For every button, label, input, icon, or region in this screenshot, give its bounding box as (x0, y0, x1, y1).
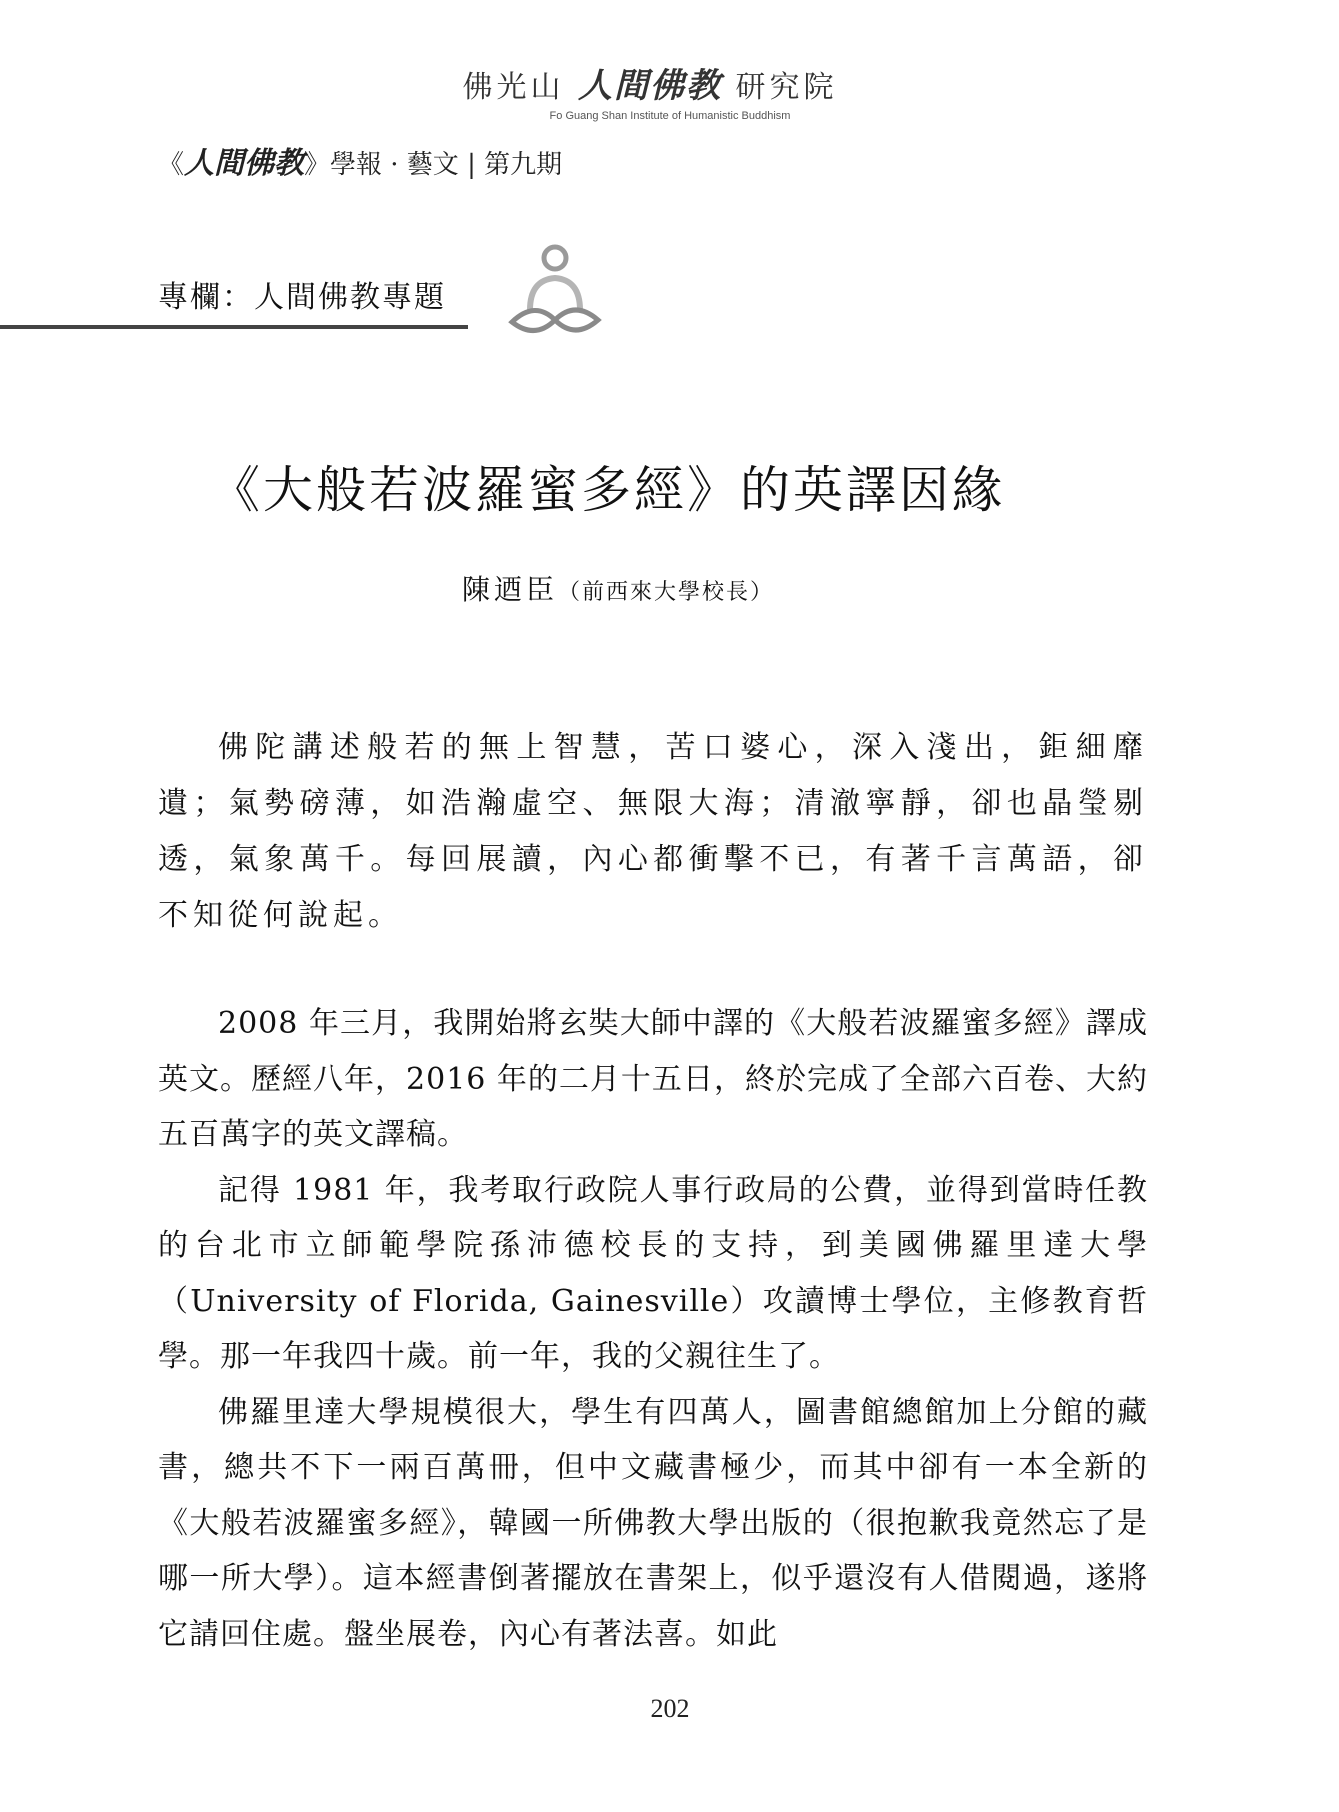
institute-prefix: 佛光山 (462, 70, 565, 105)
column-title: 專欄：人間佛教專題 (158, 280, 446, 315)
paragraph: 記得 1981 年，我考取行政院人事行政局的公費，並得到當時任教的台北市立師範學院孫沛德校長的支持，到美國佛羅里達大學（University of Florida, Gainesville）攻讀博士學位，主修教育哲學。那一年我四十歲。前一年，我的父親往生了。 (158, 1172, 1148, 1374)
journal-running-header (158, 138, 562, 182)
journal-open-bracket: 《 (158, 150, 185, 180)
meditation-figure-icon (500, 240, 610, 340)
journal-brush-logo: 人間佛教 (184, 146, 305, 181)
paragraph: 佛陀講述般若的無上智慧，苦口婆心，深入淺出，鉅細靡遺；氣勢磅薄，如浩瀚虛空、無限大海；清澈寧靜，卻也晶瑩剔透，氣象萬千。每回展讀，內心都衝擊不已，有著千言萬語，卻不知從何說起。 (158, 730, 1148, 933)
journal-issue-info: 》學報 · 藝文 | 第九期 (304, 150, 563, 180)
institute-brush-logo: 人間佛教 (578, 66, 722, 106)
article-title: 《大般若波羅蜜多經》的英譯因緣 (210, 461, 1005, 519)
page-number: 202 (650, 1694, 690, 1723)
institute-english-name: Fo Guang Shan Institute of Humanistic Buddhism (549, 110, 791, 122)
main-text (158, 996, 1148, 1662)
column-underline (0, 325, 468, 329)
institute-header (420, 58, 880, 107)
opening-paragraph (158, 720, 1148, 944)
institute-suffix: 研究院 (735, 70, 838, 105)
author-name: 陳迺臣 (462, 573, 559, 606)
paragraph: 佛羅里達大學規模很大，學生有四萬人，圖書館總館加上分館的藏書，總共不下一兩百萬冊，但中文藏書極少，而其中卻有一本全新的《大般若波羅蜜多經》，韓國一所佛教大學出版的（很抱歉我竟然忘了是哪一所大學）。這本經書倒著擺放在書架上，似乎還沒有人借閱過，遂將它請回住處。盤坐展卷，內心有著法喜。如此 (158, 1394, 1148, 1652)
paragraph: 2008 年三月，我開始將玄奘大師中譯的《大般若波羅蜜多經》譯成英文。歷經八年，2016 年的二月十五日，終於完成了全部六百卷、大約五百萬字的英文譯稿。 (158, 1006, 1148, 1152)
author-affiliation: （前西來大學校長） (558, 580, 775, 605)
author-line (462, 568, 774, 608)
